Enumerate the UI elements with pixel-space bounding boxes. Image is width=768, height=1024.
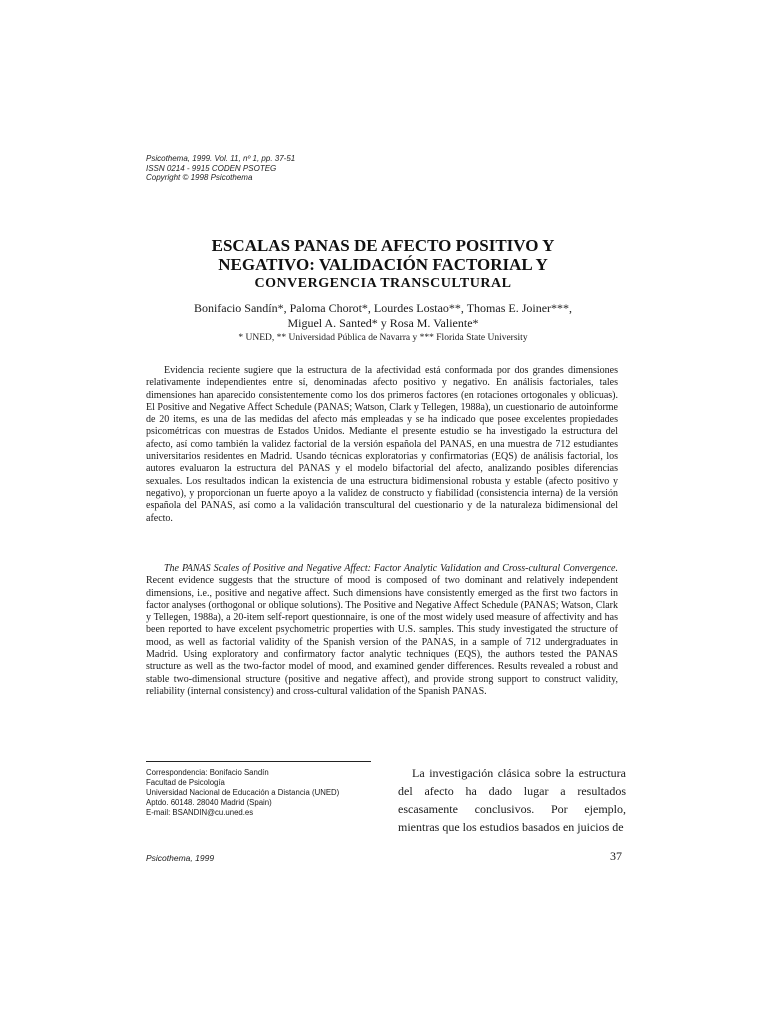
paper-page xyxy=(138,150,628,880)
correspondence-footnote xyxy=(146,768,381,818)
correspondence-email: E-mail: BSANDIN@cu.uned.es xyxy=(146,808,254,817)
correspondence-address: Aptdo. 60148. 28040 Madrid (Spain) xyxy=(146,798,272,807)
authors-line-2: Miguel A. Santed* y Rosa M. Valiente* xyxy=(287,316,479,330)
footer-journal: Psicothema, 1999 xyxy=(146,853,215,863)
journal-citation: Psicothema, 1999. Vol. 11, nº 1, pp. 37-51 xyxy=(146,154,296,163)
footnote-divider xyxy=(146,761,371,762)
body-text-start: La investigación clásica sobre la estructura del afecto ha dado lugar a resultados escasamente conclusivos. Por ejemplo, mientras que los estudios basados en juicios de xyxy=(398,766,626,834)
title-line-3: CONVERGENCIA TRANSCULTURAL xyxy=(254,276,512,291)
authors-line-1: Bonifacio Sandín*, Paloma Chorot*, Lourdes Lostao**, Thomas E. Joiner***, xyxy=(193,301,573,315)
journal-copyright: Copyright © 1998 Psicothema xyxy=(146,173,253,182)
journal-issn: ISSN 0214 - 9915 CODEN PSOTEG xyxy=(146,163,277,173)
title-line-2: NEGATIVO: VALIDACIÓN FACTORIAL Y xyxy=(218,255,548,274)
abstract-spanish: Evidencia reciente sugiere que la estructura de la afectividad está conformada por dos grandes dimensiones relativamente independientes entre sí, denominadas afecto positivo y negativo. En análisis factoriales, tales dimensiones han aparecido consistentemente como los dos primeros factores (en rotaciones ortogonales y oblicuas). El Positive and Negative Affect Schedule (PANAS; Watson, Clark y Tellegen, 1988a), un cuestionario de autoinforme de 20 items, es una de las medidas del afecto más empleadas y se ha indicado que posee excelentes propiedades psicométricas con muestras de Estados Unidos. Mediante el presente estudio se ha investigado la estructura del afecto, así como también la validez factorial de la versión española del PANAS, en una muestra de 712 estudiantes universitarios residentes en Madrid. Usando técnicas exploratorias y confirmatorias (EQS) de análisis factorial, los autores evaluaron la estructura del PANAS y el modelo bifactorial del afecto, analizando posibles diferencias sexuales. Los resultados indican la existencia de una estructura bidimensional robusta y estable (afecto positivo y negativo), y proporcionan un fuerte apoyo a la validez de constructo y fiabilidad (consistencia interna) de la versión española del PANAS, así como a la validación transcultural del cuestionario y de la naturaleza bidimensional del afecto. xyxy=(146,365,618,524)
correspondence-name: Correspondencia: Bonifacio Sandín xyxy=(146,768,269,777)
article-title xyxy=(138,236,628,274)
abstract-english-text: Recent evidence suggests that the structure of mood is composed of two dominant and relatively independent dimensions, i.e., positive and negative affect. Such dimensions have consistently emerged as the first two factors in factor analyses (orthogonal or oblique solutions). The Positive and Negative Affect Schedule (PANAS; Watson, Clark y Tellegen, 1988a), a 20-item self-report questionnaire, is one of the most widely used measure of affectivity and has been reported to have excelent psychometric properties with U.S. samples. This study investigated the structure of mood, as well as factorial validity of the Spanish version of the PANAS, in a sample of 712 undergraduates in Madrid. Using exploratory and confirmatory factor analytic techniques (EQS), the authors tested the PANAS structure as well as the two-factor model of mood, and examined gender differences. Results revealed a robust and stable two-dimensional structure (positive and negative affect), and provide strong support to construct validity, reliability (internal consistency) and cross-cultural validation of the Spanish PANAS. xyxy=(146,575,618,697)
author-list xyxy=(138,301,628,331)
abstract-english-title: The PANAS Scales of Positive and Negative Affect: Factor Analytic Validation and Cross-cultural Convergence. xyxy=(164,563,618,574)
correspondence-university: Universidad Nacional de Educación a Distancia (UNED) xyxy=(146,788,340,797)
journal-header xyxy=(146,154,295,183)
page-number: 37 xyxy=(610,849,622,863)
author-affiliations: * UNED, ** Universidad Pública de Navarra y *** Florida State University xyxy=(238,333,528,343)
title-line-1: ESCALAS PANAS DE AFECTO POSITIVO Y xyxy=(211,236,555,255)
correspondence-faculty: Facultad de Psicología xyxy=(146,778,225,787)
abstract-english xyxy=(146,563,618,698)
